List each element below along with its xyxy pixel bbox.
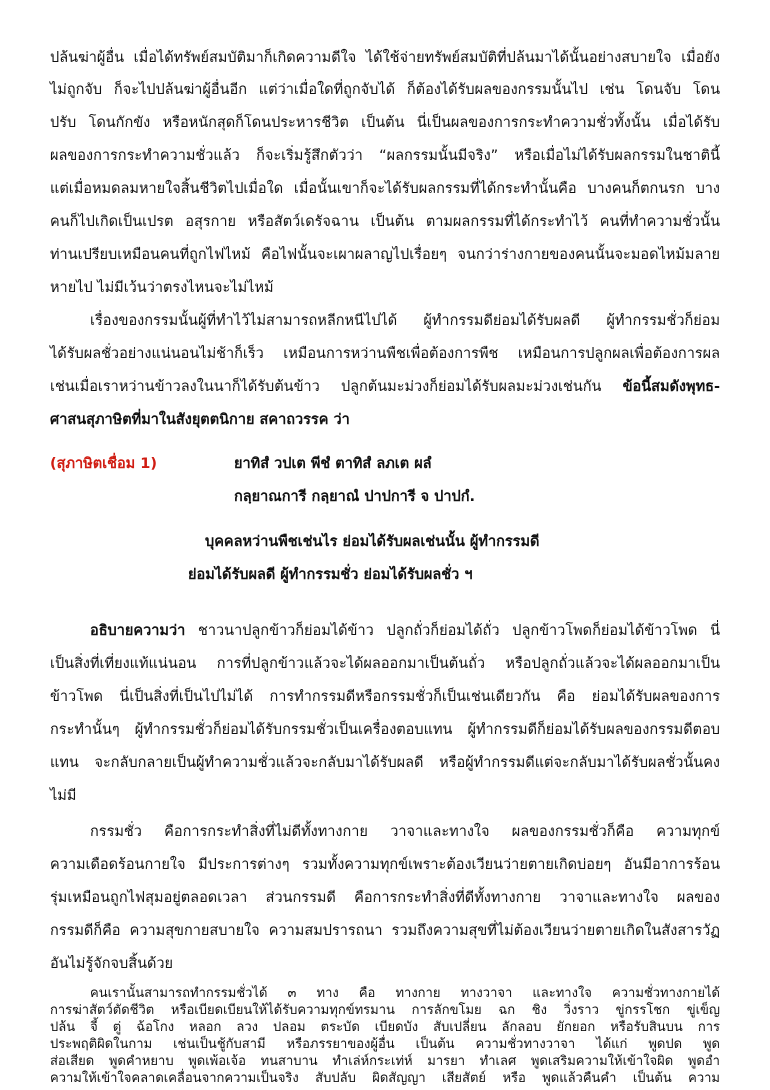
paragraph-line: ความเดือดร้อนกายใจ มีประการต่างๆ รวมทั้งความทุกข์เพราะต้องเวียนว่ายตายเกิดบ่อยๆ อันมีอาการร้อน [50,857,720,873]
paragraph-line: ไม่ถูกจับ ก็จะไปปล้นฆ่าผู้อื่นอีก แต่ว่าเมื่อใดที่ถูกจับได้ ก็ต้องได้รับผลของกรรมนั้นไป เช่น โดนจับ โดน [50,82,720,98]
paragraph-line: เรื่องของกรรมนั้นผู้ที่ทำไว้ไม่สามารถหลีกหนีไปได้ ผู้ทำกรรมดีย่อมได้รับผลดี ผู้ทำกรรมชั่วก็ย่อม [90,313,720,329]
verse-label: (สุภาษิตเชื่อม 1) [50,456,157,472]
paragraph-line: คนเรานั้นสามารถทำกรรมชั่วได้ ๓ ทาง คือ ทางกาย ทางวาจา และทางใจ ความชั่วทางกายได้ [90,986,720,1001]
paragraph-line: ไม่มี [50,788,77,804]
paragraph-line: ปล้น จี้ ตู่ ฉ้อโกง หลอก ลวง ปลอม ตระบัด เบียดบัง สับเปลี่ยน ลักลอบ ยักยอก หรือรับสินบน การ [50,1020,720,1035]
paragraph-line: ท่านเปรียบเหมือนคนที่ถูกไฟไหม้ คือไฟนั้นจะเผาผลาญไปเรื่อยๆ จนกว่าร่างกายของคนนั้นจะมอดไหม้มลาย [50,247,720,263]
paragraph-line: ความให้เข้าใจคลาดเคลื่อนจากความเป็นจริง สับปลับ ผิดสัญญา เสียสัตย์ หรือ พูดแล้วคืนคำ เป็นต้น ความ [50,1071,720,1086]
paragraph-line [50,377,720,397]
paragraph-line: แทน จะกลับกลายเป็นผู้ทำความชั่วแล้วจะกลับมาได้รับผลดี หรือผู้ทำกรรมดีแต่จะกลับมาได้รับผลชั่วนั้นคง [50,755,720,771]
verse-translation-line: ย่อมได้รับผลดี ผู้ทำกรรมชั่ว ย่อมได้รับผลชั่ว ฯ [188,567,473,583]
paragraph-line: แต่เมื่อหมดลมหายใจสิ้นชีวิตไปเมื่อใด เมื่อนั้นเขาก็จะได้รับผลกรรมที่ได้กระทำนั้นคือ บางคนก็ตกนรก บาง [50,181,720,197]
paragraph-line: ข้าวโพด นี่เป็นสิ่งที่เป็นไปไม่ได้ การทำกรรมดีหรือกรรมชั่วก็เป็นเช่นเดียวกัน คือ ย่อมได้รับผลของการ [50,689,720,705]
verse-translation-line: บุคคลหว่านพืชเช่นไร ย่อมได้รับผลเช่นนั้น ผู้ทำกรรมดี [205,534,540,550]
paragraph-line: กระทำนั้นๆ ผู้ทำกรรมชั่วก็ย่อมได้รับกรรมชั่วเป็นเครื่องตอบแทน ผู้ทำกรรมดีก็ย่อมได้รับผลของกรรมดีตอบ [50,722,720,738]
paragraph-text: เช่นเมื่อเราหว่านข้าวลงในนาก็ได้รับต้นข้าว ปลูกต้นมะม่วงก็ย่อมได้รับผลมะม่วงเช่นกัน [50,379,602,395]
paragraph-line: กรรมดีก็คือ ความสุขกายสบายใจ ความสมปรารถนา รวมถึงความสุขที่ไม่ต้องเวียนว่ายตายเกิดในสังสารวัฏ [50,923,720,939]
explanation-heading: อธิบายความว่า [90,623,186,639]
paragraph-line: เป็นสิ่งที่เที่ยงแท้แน่นอน การที่ปลูกข้าวแล้วจะได้ผลออกมาเป็นต้นถั่ว หรือปลูกถั่วแล้วจะได้ผลออกมาเป็น [50,656,720,672]
explanation-first-line [90,621,720,641]
paragraph-line: คนก็ไปเกิดเป็นเปรต อสุรกาย หรือสัตว์เดรัจฉาน เป็นต้น ตามผลกรรมที่ได้กระทำไว้ คนที่ทำความชั่วนั้น [50,214,720,230]
verse-pali-line: ยาทิสํ วปเต พีชํ ตาทิสํ ลภเต ผลํ [234,456,432,472]
paragraph-line: ปล้นฆ่าผู้อื่น เมื่อได้ทรัพย์สมบัติมาก็เกิดความดีใจ ได้ใช้จ่ายทรัพย์สมบัติที่ปล้นมาได้นั้นอย่างสบายใจ เมื่อยัง [50,50,720,66]
paragraph-line: รุ่มเหมือนถูกไฟสุมอยู่ตลอดเวลา ส่วนกรรมดี คือการกระทำสิ่งที่ดีทั้งทางกาย วาจาและทางใจ ผลของ [50,890,720,906]
paragraph-line: การฆ่าสัตว์ตัดชีวิต หรือเบียดเบียนให้ได้รับความทุกข์ทรมาน การลักขโมย ฉก ชิง วิ่งราว ขู่กรรโชก ขู่เข็ญ [50,1003,720,1018]
paragraph-line-bold: ศาสนสุภาษิตที่มาในสังยุตตนิกาย สคาถวรรค ว่า [50,412,350,428]
paragraph-line: ได้รับผลชั่วอย่างแน่นอนไม่ช้าก็เร็ว เหมือนการหว่านพืชเพื่อต้องการพืช เหมือนการปลูกผลเพื่อต้องการผล [50,346,720,362]
paragraph-line: ประพฤติผิดในกาม เช่นเป็นชู้กับสามี หรือภรรยาของผู้อื่น เป็นต้น ความชั่วทางวาจา ได้แก่ พูดปด พูด [50,1037,720,1052]
paragraph-line: ผลของการกระทำความชั่วแล้ว ก็จะเริ่มรู้สึกตัวว่า “ผลกรรมนั้นมีจริง” หรือเมื่อไม่ได้รับผลกรรมในชาตินี้ [50,148,720,164]
verse-pali-line: กลฺยาณการี กลฺยาณํ ปาปการี จ ปาปกํ. [234,489,476,505]
paragraph-line: หายไป ไม่มีเว้นว่าตรงไหนจะไม่ไหม้ [50,280,274,296]
paragraph-line: อันไม่รู้จักจบสิ้นด้วย [50,956,174,972]
paragraph-line: กรรมชั่ว คือการกระทำสิ่งที่ไม่ดีทั้งทางกาย วาจาและทางใจ ผลของกรรมชั่วก็คือ ความทุกข์ [90,824,720,840]
paragraph-line: ส่อเสียด พูดคำหยาบ พูดเพ้อเจ้อ ทนสาบาน ทำเล่ห์กระเท่ห์ มารยา ทำเลศ พูดเสริมความให้เข้าใจผิด พูดอำ [50,1054,720,1069]
paragraph-line: ปรับ โดนกักขัง หรือหนักสุดก็โดนประหารชีวิต เป็นต้น นี่เป็นผลของการกระทำความชั่วทั้งนั้น เมื่อได้รับ [50,115,720,131]
paragraph-text: ชาวนาปลูกข้าวก็ย่อมได้ข้าว ปลูกถั่วก็ย่อมได้ถั่ว ปลูกข้าวโพดก็ย่อมได้ข้าวโพด นี่ [198,623,721,639]
paragraph-bold-text: ข้อนี้สมดังพุทธ- [622,379,720,395]
